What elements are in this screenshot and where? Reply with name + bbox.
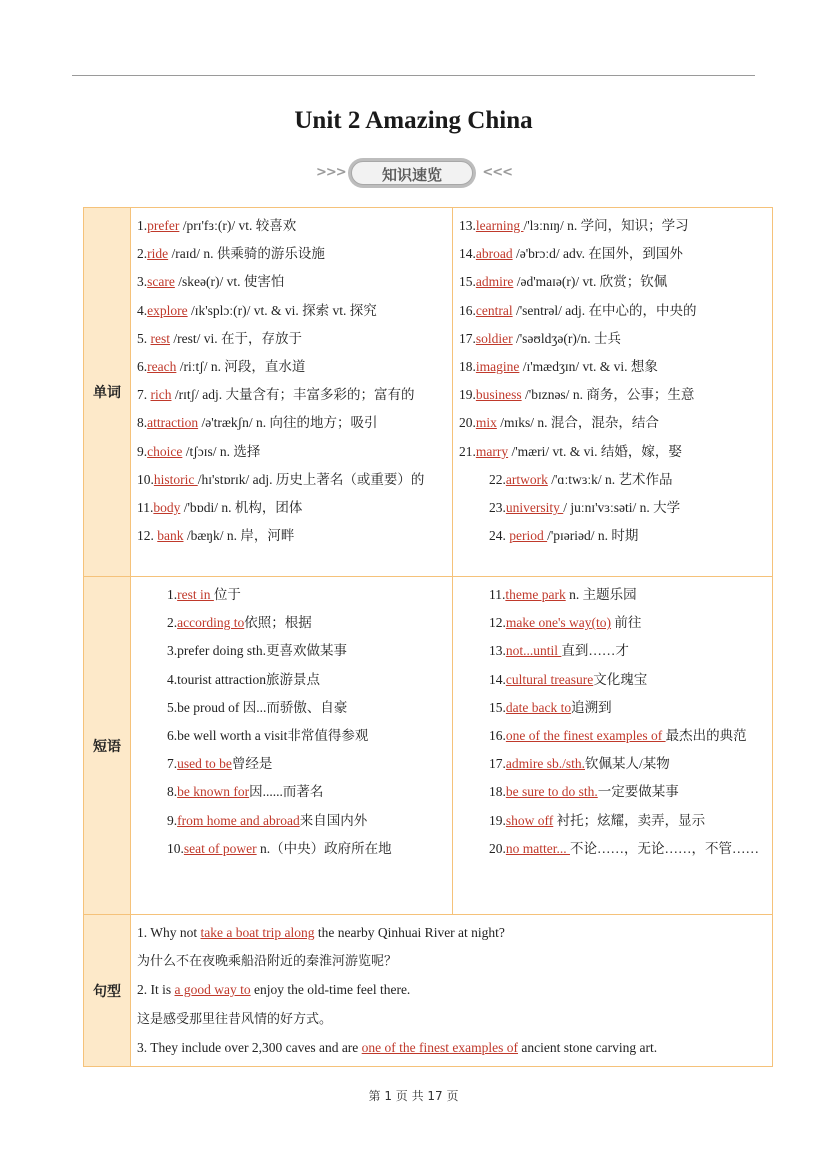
item-definition: /skeə(r)/ vt. 使害怕 [174,274,285,290]
phrase-item [167,609,446,637]
item-term: explore [147,302,188,318]
sentence-text: 2. It is [137,982,175,998]
item-number: 14. [459,246,476,262]
item-number: 3. [167,643,178,659]
item-definition: 文化瑰宝 [593,671,648,687]
left-arrows-icon: >>> [316,165,346,180]
item-term: be known for [177,784,250,800]
phrase-item [167,637,446,665]
item-definition: 曾经是 [231,756,273,772]
sentences-list [131,915,772,1066]
item-number: 21. [459,443,476,459]
item-number: 10. [167,840,184,856]
item-term: one of the finest examples of [505,728,666,744]
sentences-row [84,915,773,1067]
phrase-item [459,807,766,835]
item-definition: /riːtʃ/ n. 河段，直水道 [176,359,306,375]
vocab-label: 单词 [84,208,131,577]
vocab-item [459,212,766,240]
item-definition: /raɪd/ n. 供乘骑的游乐设施 [168,246,325,262]
sentence-line [137,1005,766,1034]
phrase-item [167,807,446,835]
item-number: 16. [489,728,506,744]
item-definition: /'bɪznəs/ n. 商务，公事；生意 [521,387,695,403]
item-definition: /tʃɔɪs/ n. 选择 [182,443,261,459]
item-term: rest [150,330,170,346]
item-term: make one's way(to) [505,615,612,631]
phrases-right-list [453,577,772,867]
item-term: seat of power [183,840,257,856]
item-number: 13. [489,643,506,659]
item-definition: tourist attraction旅游景点 [177,671,320,687]
item-number: 8. [137,415,148,431]
item-number: 5. [137,330,151,346]
vocab-item [459,466,766,494]
item-term: mix [475,415,497,431]
item-number: 3. [137,274,148,290]
vocab-item [137,297,446,325]
item-definition: 钦佩某人/某物 [585,756,670,772]
item-number: 7. [137,387,151,403]
vocab-item [459,438,766,466]
page-footer: 第 1 页 共 17 页 [368,1089,459,1103]
item-definition: /əd'maɪə(r)/ vt. 欣赏；钦佩 [513,274,668,290]
item-term: abroad [475,246,513,262]
item-term: imagine [475,359,520,375]
vocab-item [459,522,766,550]
phrase-item [167,694,446,722]
item-number: 10. [137,471,154,487]
item-definition: n. 主题乐园 [565,587,637,602]
sentence-line [137,947,766,976]
sentence-text: enjoy the old-time feel there. [250,982,411,998]
item-definition: 最杰出的典范 [665,728,747,744]
item-number: 12. [137,528,158,544]
item-number: 5. [167,699,178,715]
item-term: from home and abroad [177,812,300,828]
vocab-item [459,240,766,268]
item-number: 14. [489,671,506,687]
vocab-item [137,466,446,494]
item-definition: /'lɜːnɪŋ/ n. 学问，知识；学习 [523,218,689,233]
item-definition: 来自国内外 [299,812,368,828]
vocab-item [137,325,446,353]
phrase-item [459,666,766,694]
phrases-label: 短语 [84,577,131,915]
item-term: period [509,528,548,544]
sentence-pattern: a good way to [174,982,251,998]
phrase-item [167,778,446,806]
header-rule [72,75,755,76]
item-term: date back to [505,699,572,715]
item-definition: /mɪks/ n. 混合，混杂，结合 [496,415,659,431]
item-number: 9. [167,812,178,828]
item-definition: 不论……，无论……，不管…… [570,840,759,856]
item-term: prefer [147,218,180,233]
item-term: no matter... [505,840,570,856]
item-definition: 因......而著名 [249,784,324,800]
item-definition: 前往 [611,615,642,631]
sentence-text: the nearby Qinhuai River at night? [314,925,505,940]
item-number: 22. [489,471,506,487]
vocab-right-list [453,208,772,554]
sentence-text: 3. They include over 2,300 caves and are [137,1039,362,1055]
vocab-item [137,212,446,240]
item-number: 7. [167,756,178,772]
phrase-item [167,581,446,609]
item-definition: be well worth a visit非常值得参观 [177,728,369,744]
banner-label: 知识速览 [381,166,442,184]
item-term: used to be [177,756,232,772]
item-term: cultural treasure [505,671,594,687]
item-definition: / juːnɪ'vɜːsəti/ n. 大学 [563,500,681,516]
item-number: 18. [489,784,506,800]
item-term: bank [157,528,184,544]
item-term: theme park [505,587,566,602]
item-definition: /hɪ'stɒrɪk/ adj. 历史上著名（或重要）的 [197,471,425,487]
item-term: artwork [505,471,548,487]
item-number: 15. [489,699,506,715]
item-term: choice [147,443,183,459]
item-term: show off [505,812,554,828]
item-definition: n.（中央）政府所在地 [256,840,392,856]
phrase-item [459,609,766,637]
phrase-item [459,637,766,665]
sentence-pattern: take a boat trip along [200,925,315,940]
item-number: 19. [489,812,506,828]
item-term: be sure to do sth. [505,784,598,800]
item-number: 20. [489,840,506,856]
item-term: university [505,500,564,516]
item-number: 1. [137,218,148,233]
item-definition: be proud of 因...而骄傲、自豪 [177,699,348,715]
phrase-item [459,750,766,778]
item-number: 11. [137,500,154,516]
item-term: central [475,302,513,318]
phrase-item [167,666,446,694]
item-definition: /rɪtʃ/ adj. 大量含有；丰富多彩的；富有的 [171,387,415,403]
item-term: rich [150,387,172,403]
item-term: attraction [147,415,199,431]
item-definition: 依照；根据 [244,615,312,631]
item-number: 17. [489,756,506,772]
vocab-item [459,297,766,325]
phrase-item [167,835,446,863]
item-term: rest in [177,587,214,602]
item-definition: /'mæri/ vt. & vi. 结婚，嫁，娶 [508,443,682,459]
phrase-item [459,581,766,609]
knowledge-table [83,207,773,1067]
vocab-item [137,381,446,409]
page-title: Unit 2 Amazing China [294,107,533,134]
item-definition: /bæŋk/ n. 岸，河畔 [183,528,295,544]
item-definition: /ɪ'mædʒɪn/ vt. & vi. 想象 [519,359,658,375]
vocab-item [137,240,446,268]
phrase-item [167,750,446,778]
item-definition: /'pɪəriəd/ n. 时期 [547,528,639,544]
item-term: according to [177,615,245,631]
phrase-item [459,694,766,722]
item-definition: 位于 [213,587,241,602]
item-definition: 一定要做某事 [597,784,679,800]
item-number: 17. [459,330,476,346]
item-number: 4. [167,671,178,687]
item-number: 20. [459,415,476,431]
item-definition: /'sentrəl/ adj. 在中心的，中央的 [512,302,697,318]
right-arrows-icon: <<< [482,165,512,180]
phrase-item [459,835,766,863]
item-term: reach [147,359,177,375]
item-number: 1. [167,587,178,602]
phrase-item [459,722,766,750]
vocab-item [137,409,446,437]
item-number: 11. [489,587,506,602]
item-number: 16. [459,302,476,318]
section-banner [316,156,512,192]
vocab-left-list [131,208,452,554]
sentence-text: 这是感受那里往昔风情的好方式。 [137,1011,333,1027]
item-term: business [475,387,522,403]
item-term: historic [153,471,198,487]
item-number: 6. [137,359,148,375]
vocab-item [459,268,766,296]
item-term: soldier [475,330,513,346]
item-definition: /ə'trækʃn/ n. 向往的地方；吸引 [198,415,378,431]
item-definition: 追溯到 [571,699,612,715]
vocab-item [459,381,766,409]
item-definition: /'bɒdi/ n. 机构，团体 [180,500,303,516]
item-number: 2. [137,246,148,262]
phrases-row [84,577,773,915]
vocab-item [459,409,766,437]
vocab-item [459,325,766,353]
item-definition: 衬托；炫耀，卖弄，显示 [553,812,706,828]
item-number: 15. [459,274,476,290]
item-term: admire sb./sth. [505,756,585,772]
item-number: 8. [167,784,178,800]
item-definition: /prɪ'fɜː(r)/ vt. 较喜欢 [179,218,297,233]
vocab-item [459,353,766,381]
item-definition: /'səʊldʒə(r)/n. 士兵 [512,330,622,346]
vocab-item [137,522,446,550]
item-term: marry [475,443,509,459]
item-term: learning [475,218,524,233]
item-number: 12. [489,615,506,631]
vocab-item [137,353,446,381]
item-definition: 直到……才 [561,643,629,659]
item-number: 4. [137,302,148,318]
item-definition: prefer doing sth.更喜欢做某事 [177,643,347,659]
sentence-text: 为什么不在夜晚乘船沿附近的秦淮河游览呢？ [137,954,398,970]
item-number: 6. [167,728,178,744]
item-term: admire [475,274,514,290]
item-definition: /rest/ vi. 在于，存放于 [170,330,302,346]
phrase-item [459,778,766,806]
item-number: 2. [167,615,178,631]
phrases-left-list [131,577,452,867]
sentence-line [137,919,766,947]
sentence-line [137,1034,766,1062]
item-number: 19. [459,387,476,403]
item-number: 13. [459,218,476,233]
sentence-text: 1. Why not [137,925,201,940]
item-number: 24. [489,528,510,544]
sentence-line [137,976,766,1004]
item-definition: /ə'brɔːd/ adv. 在国外，到国外 [512,246,683,262]
item-number: 9. [137,443,148,459]
vocab-item [459,494,766,522]
item-number: 23. [489,500,506,516]
item-term: scare [147,274,175,290]
vocab-row [84,208,773,577]
item-term: not...until [505,643,562,659]
vocab-item [137,268,446,296]
vocab-item [137,494,446,522]
vocab-item [137,438,446,466]
sentence-text: ancient stone carving art. [518,1039,658,1055]
sentence-pattern: one of the finest examples of [361,1039,518,1055]
sentences-label: 句型 [84,915,131,1067]
item-definition: /ɪk'splɔː(r)/ vt. & vi. 探索 vt. 探究 [187,302,377,318]
item-term: body [153,500,181,516]
item-number: 18. [459,359,476,375]
item-term: ride [147,246,169,262]
item-definition: /'ɑːtwɜːk/ n. 艺术作品 [547,471,673,487]
phrase-item [167,722,446,750]
